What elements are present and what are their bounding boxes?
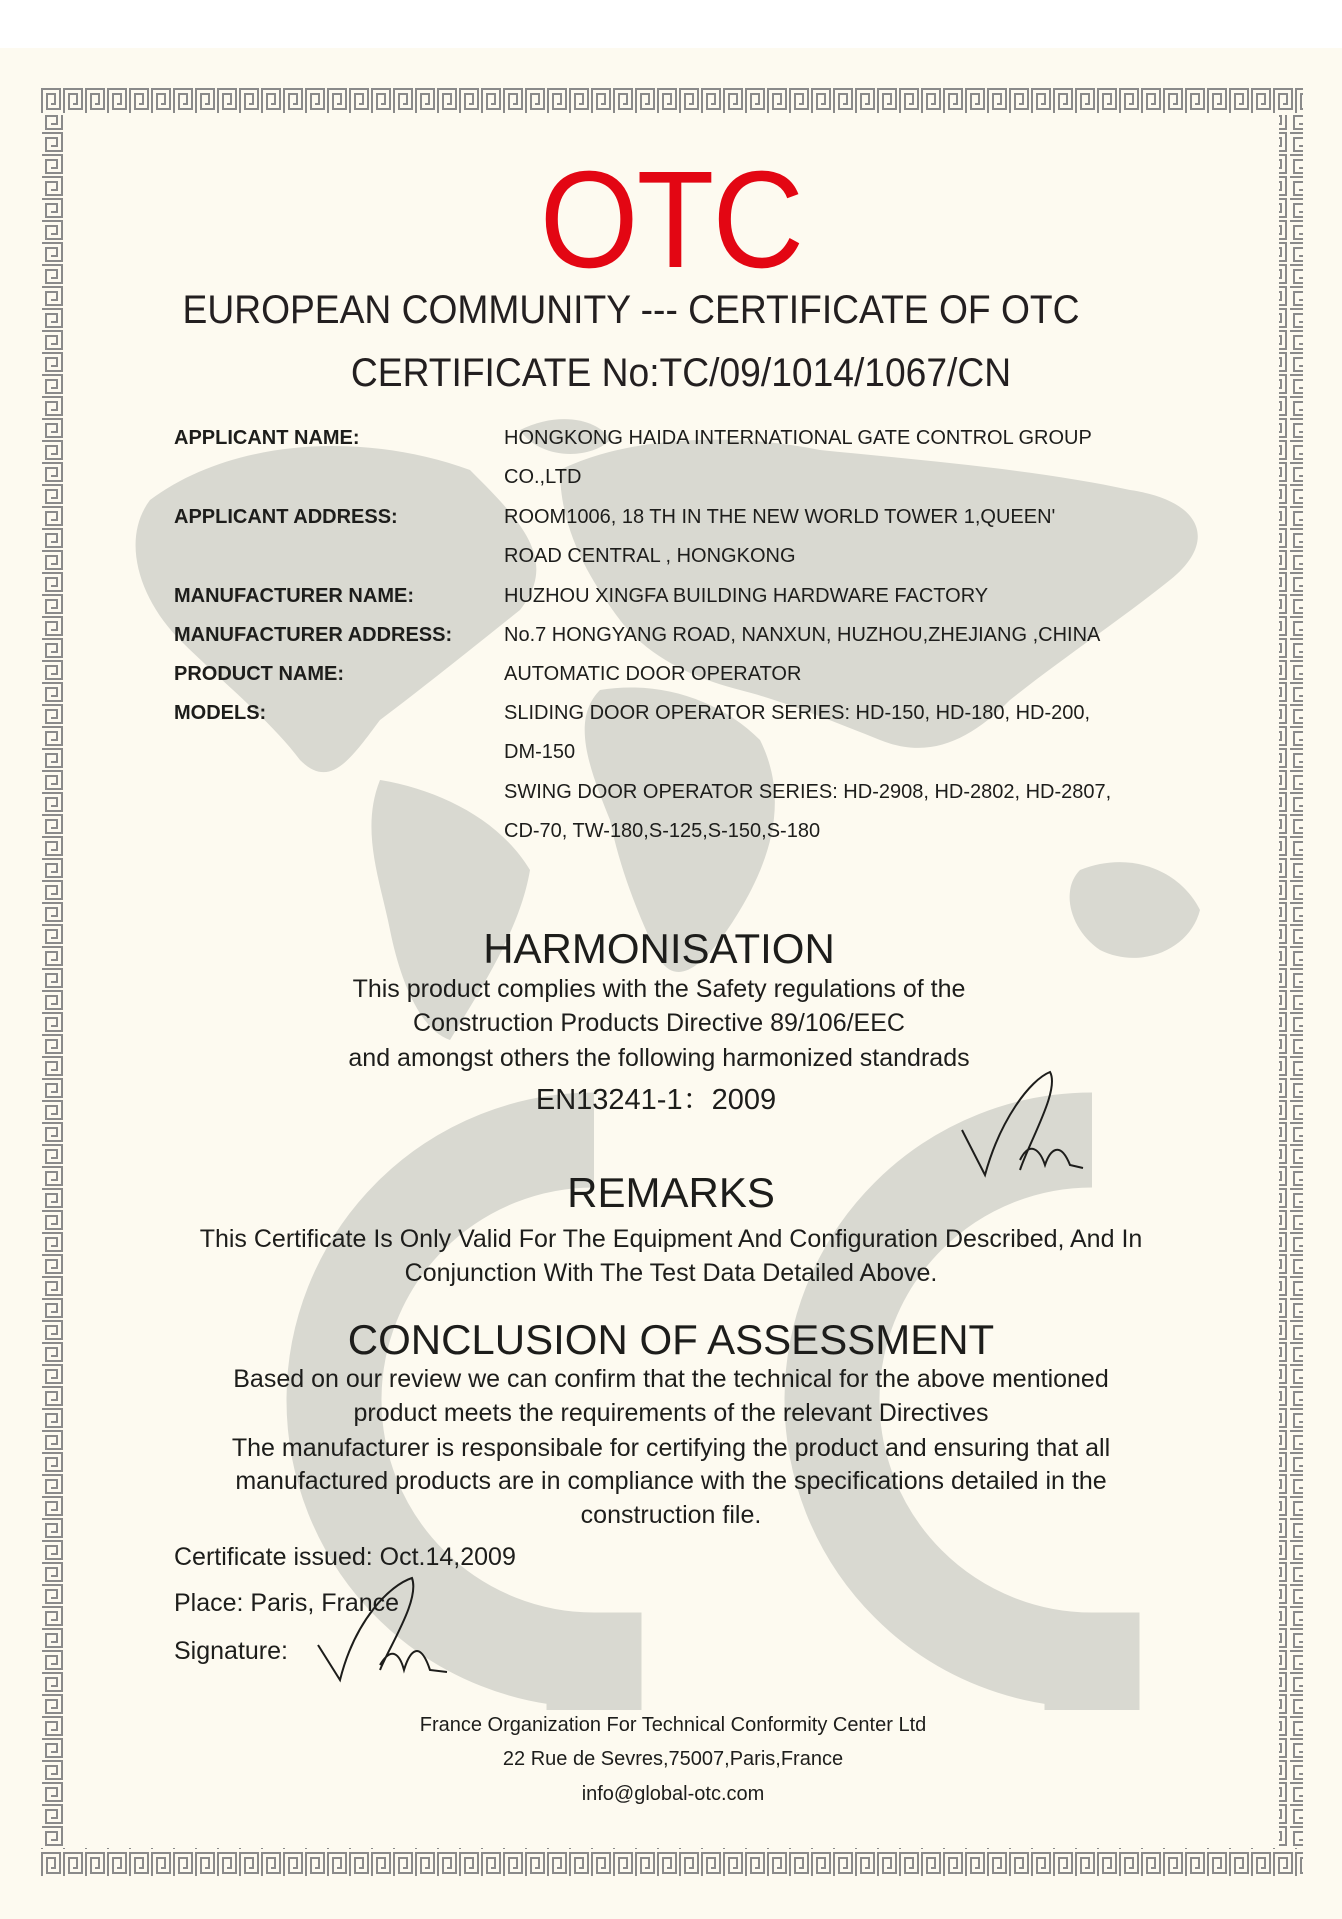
harmonisation-line-1: This product complies with the Safety regulations of the [352, 975, 966, 1003]
signature-label: Signature: [174, 1637, 288, 1665]
models-label: MODELS: [174, 702, 267, 724]
footer-email: info@global-otc.com [581, 1783, 765, 1805]
applicant-name-label: APPLICANT NAME: [174, 427, 360, 449]
product-name-value: AUTOMATIC DOOR OPERATOR [504, 663, 802, 685]
applicant-address-value: ROOM1006, 18 TH IN THE NEW WORLD TOWER 1,QUEEN' [504, 506, 1056, 528]
remarks-line-2: Conjunction With The Test Data Detailed Above. [404, 1259, 938, 1287]
conclusion-line-3: The manufacturer is responsibale for certifying the product and ensuring that all [231, 1434, 1111, 1462]
harmonisation-line-2: Construction Products Directive 89/106/EEC [413, 1009, 905, 1037]
footer-address: 22 Rue de Sevres,75007,Paris,France [502, 1748, 844, 1770]
manufacturer-address-value: No.7 HONGYANG ROAD, NANXUN, HUZHOU,ZHEJIANG ,CHINA [504, 624, 1101, 646]
conclusion-line-2: product meets the requirements of the relevant Directives [353, 1399, 989, 1427]
certificate-issued-date: Certificate issued: Oct.14,2009 [174, 1543, 516, 1571]
otc-logo: OTC [539, 143, 803, 297]
applicant-address-label: APPLICANT ADDRESS: [174, 506, 398, 528]
manufacturer-name-value: HUZHOU XINGFA BUILDING HARDWARE FACTORY [504, 585, 989, 607]
conclusion-heading: CONCLUSION OF ASSESSMENT [347, 1316, 995, 1363]
models-value-1: SLIDING DOOR OPERATOR SERIES: HD-150, HD-180, HD-200, [504, 702, 1091, 724]
conclusion-line-5: construction file. [580, 1501, 762, 1529]
conclusion-line-4: manufactured products are in compliance with the specifications detailed in the [235, 1467, 1107, 1495]
models-value-4: CD-70, TW-180,S-125,S-150,S-180 [504, 820, 821, 842]
models-value-3: SWING DOOR OPERATOR SERIES: HD-2908, HD-2802, HD-2807, [504, 781, 1112, 803]
applicant-name-value-cont: CO.,LTD [504, 466, 582, 488]
remarks-line-1: This Certificate Is Only Valid For The Equipment And Configuration Described, And In [199, 1225, 1143, 1253]
certificate-place: Place: Paris, France [174, 1589, 400, 1617]
certificate-title: EUROPEAN COMMUNITY --- CERTIFICATE OF OTC [182, 288, 1080, 332]
manufacturer-name-label: MANUFACTURER NAME: [174, 585, 414, 607]
certificate-number: CERTIFICATE No:TC/09/1014/1067/CN [350, 351, 1012, 395]
models-value-2: DM-150 [504, 741, 576, 763]
harmonisation-heading: HARMONISATION [483, 925, 835, 972]
harmonised-standard: EN13241-1：2009 [535, 1084, 777, 1116]
applicant-name-value: HONGKONG HAIDA INTERNATIONAL GATE CONTROL GROUP [504, 427, 1092, 449]
manufacturer-address-label: MANUFACTURER ADDRESS: [174, 624, 453, 646]
applicant-address-value-cont: ROAD CENTRAL , HONGKONG [504, 545, 796, 567]
harmonisation-line-3: and amongst others the following harmonized standrads [348, 1044, 970, 1072]
conclusion-line-1: Based on our review we can confirm that the technical for the above mentioned [233, 1365, 1109, 1393]
remarks-heading: REMARKS [567, 1169, 775, 1216]
footer-organization: France Organization For Technical Conformity Center Ltd [419, 1714, 927, 1736]
product-name-label: PRODUCT NAME: [174, 663, 344, 685]
